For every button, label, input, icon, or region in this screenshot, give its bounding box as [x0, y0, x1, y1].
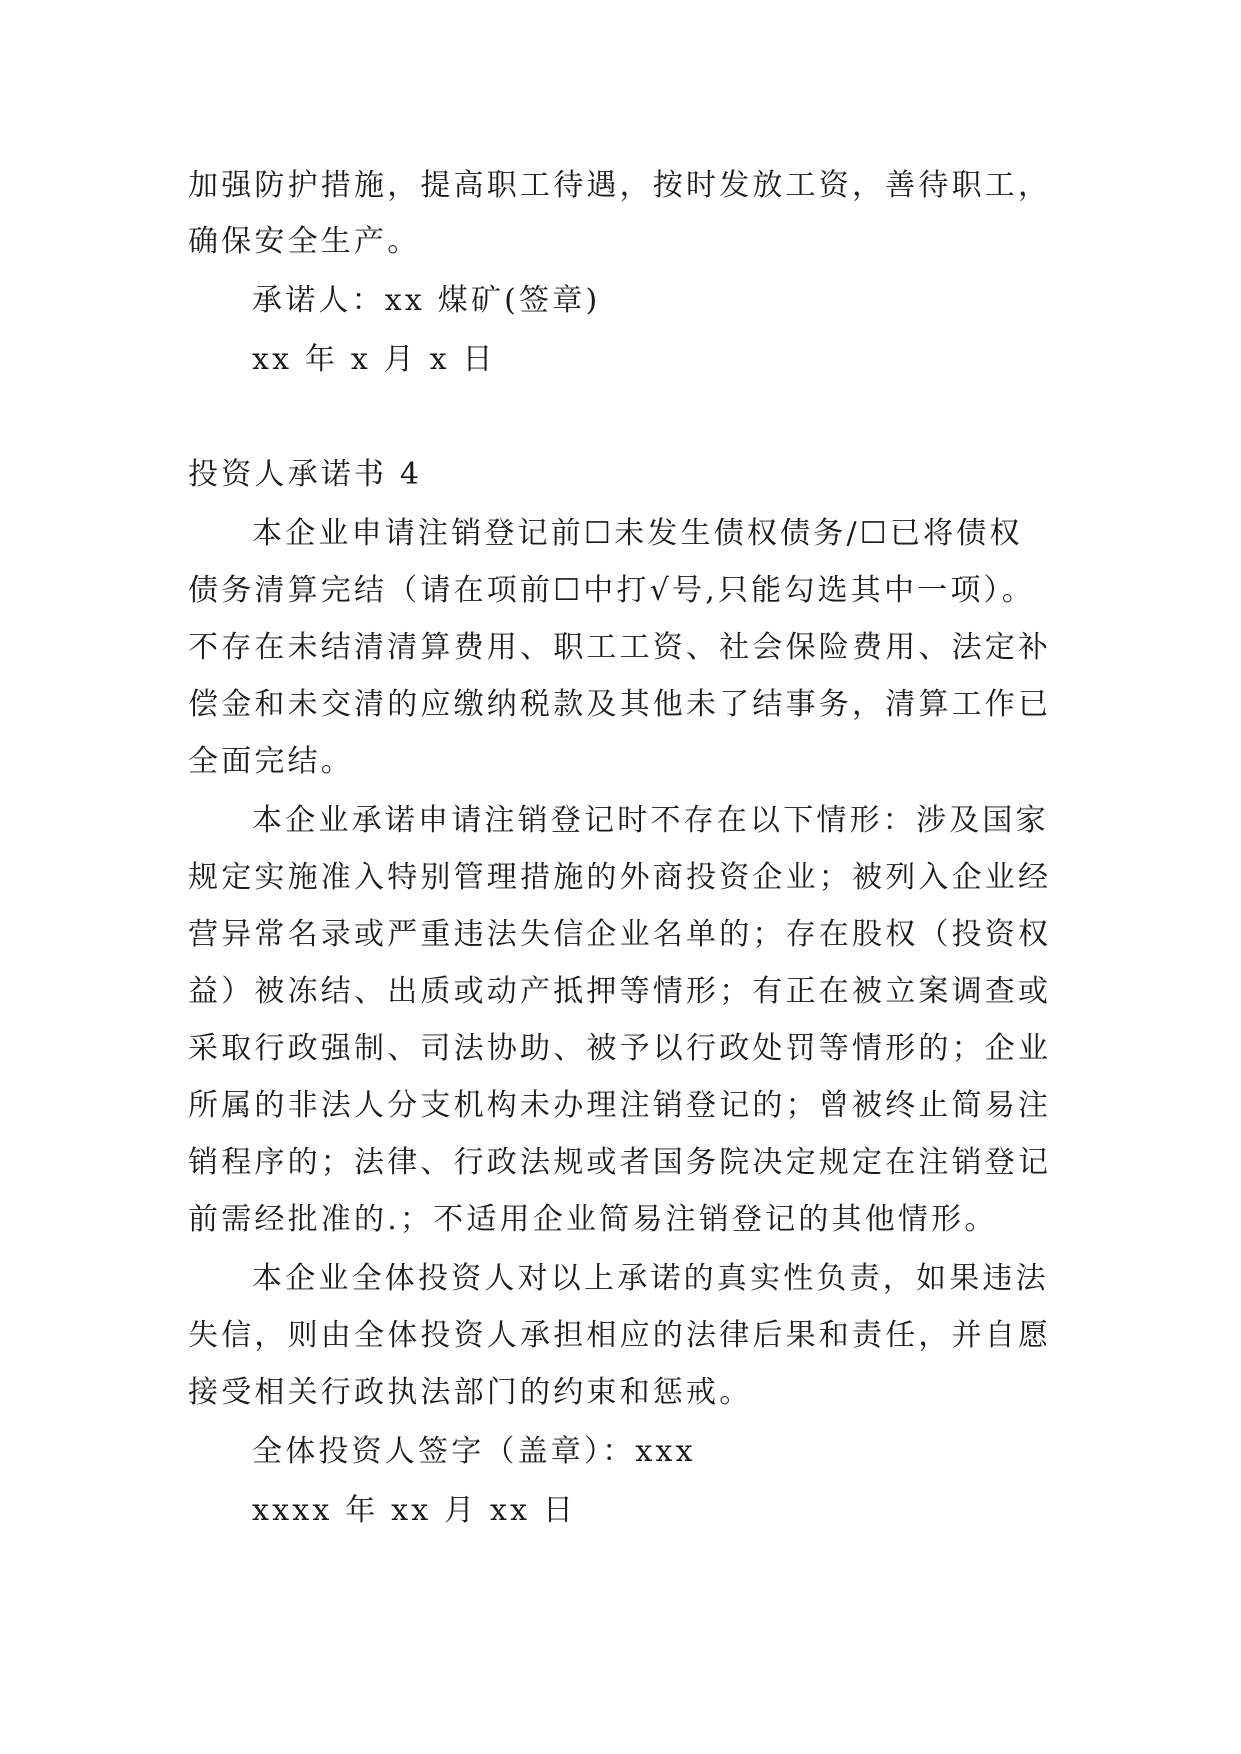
paragraph-line: 本企业承诺申请注销登记时不存在以下情形：涉及国家: [252, 803, 1049, 838]
paragraph-line: 所属的非法人分支机构未办理注销登记的；曾被终止简易注: [188, 1088, 1052, 1123]
paragraph-line: 营异常名录或严重违法失信企业名单的；存在股权（投资权: [188, 917, 1052, 952]
signatory-line: 全体投资人签字（盖章）：xxx: [252, 1434, 696, 1469]
paragraph-line: 采取行政强制、司法协助、被予以行政处罚等情形的；企业: [188, 1031, 1052, 1066]
paragraph-line: 偿金和未交清的应缴纳税款及其他未了结事务，清算工作已: [188, 687, 1052, 722]
signatory-line: 承诺人：xx 煤矿(签章): [252, 283, 601, 318]
paragraph-line: 规定实施准入特别管理措施的外商投资企业；被列入企业经: [188, 860, 1052, 895]
paragraph-line: 不存在未结清清算费用、职工工资、社会保险费用、法定补: [188, 630, 1052, 665]
paragraph-line: 本企业全体投资人对以上承诺的真实性负责，如果违法: [252, 1261, 1049, 1296]
date-line: xx 年 x 月 x 日: [252, 342, 496, 377]
paragraph-line: 接受相关行政执法部门的约束和惩戒。: [188, 1375, 753, 1410]
paragraph-line: 本企业申请注销登记前☐未发生债权债务/☐已将债权: [252, 516, 1023, 551]
paragraph-line: 益）被冻结、出质或动产抵押等情形；有正在被立案调查或: [188, 974, 1052, 1009]
paragraph-line: 全面完结。: [188, 744, 354, 779]
paragraph-line: 失信，则由全体投资人承担相应的法律后果和责任，并自愿: [188, 1318, 1052, 1353]
paragraph-line: 销程序的；法律、行政法规或者国务院决定规定在注销登记: [188, 1145, 1052, 1180]
paragraph-line: 债务清算完结（请在项前☐中打√号,只能勾选其中一项）。: [188, 573, 1035, 608]
section-heading: 投资人承诺书 4: [188, 457, 423, 492]
paragraph-line: 加强防护措施，提高职工待遇，按时发放工资，善待职工，: [188, 168, 1052, 203]
paragraph-line: 前需经批准的.；不适用企业简易注销登记的其他情形。: [188, 1202, 998, 1237]
date-line: xxxx 年 xx 月 xx 日: [252, 1493, 577, 1528]
paragraph-line: 确保安全生产。: [188, 224, 421, 259]
